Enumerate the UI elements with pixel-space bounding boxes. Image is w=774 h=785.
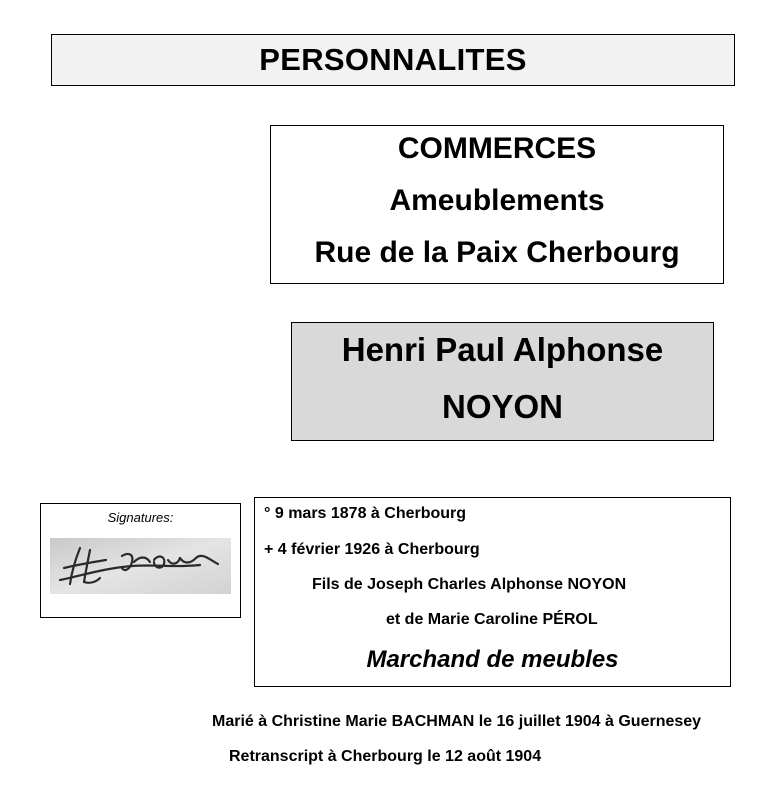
commerce-box — [270, 125, 724, 284]
commerce-heading: COMMERCES — [397, 132, 597, 165]
marriage-line: Marié à Christine Marie BACHMAN le 16 juillet 1904 à Guernesey — [212, 713, 702, 730]
mother-line: et de Marie Caroline PÉROL — [386, 611, 598, 628]
father-line: Fils de Joseph Charles Alphonse NOYON — [312, 576, 627, 593]
transcript-line: Retranscript à Cherbourg le 12 août 1904 — [229, 748, 542, 765]
commerce-category: Ameublements — [389, 184, 605, 217]
details-box — [254, 497, 731, 687]
person-surname: NOYON — [441, 388, 563, 425]
commerce-address: Rue de la Paix Cherbourg — [314, 236, 680, 269]
birth-line: ° 9 mars 1878 à Cherbourg — [264, 505, 467, 522]
page-title: PERSONNALITES — [259, 42, 527, 77]
signature-box — [40, 503, 241, 618]
signature-image — [50, 538, 231, 594]
profession: Marchand de meubles — [366, 646, 619, 673]
person-name-box — [291, 322, 714, 441]
title-box — [51, 34, 735, 86]
death-line: + 4 février 1926 à Cherbourg — [264, 541, 480, 558]
person-first-names: Henri Paul Alphonse — [341, 331, 664, 368]
signature-label: Signatures: — [107, 510, 174, 525]
